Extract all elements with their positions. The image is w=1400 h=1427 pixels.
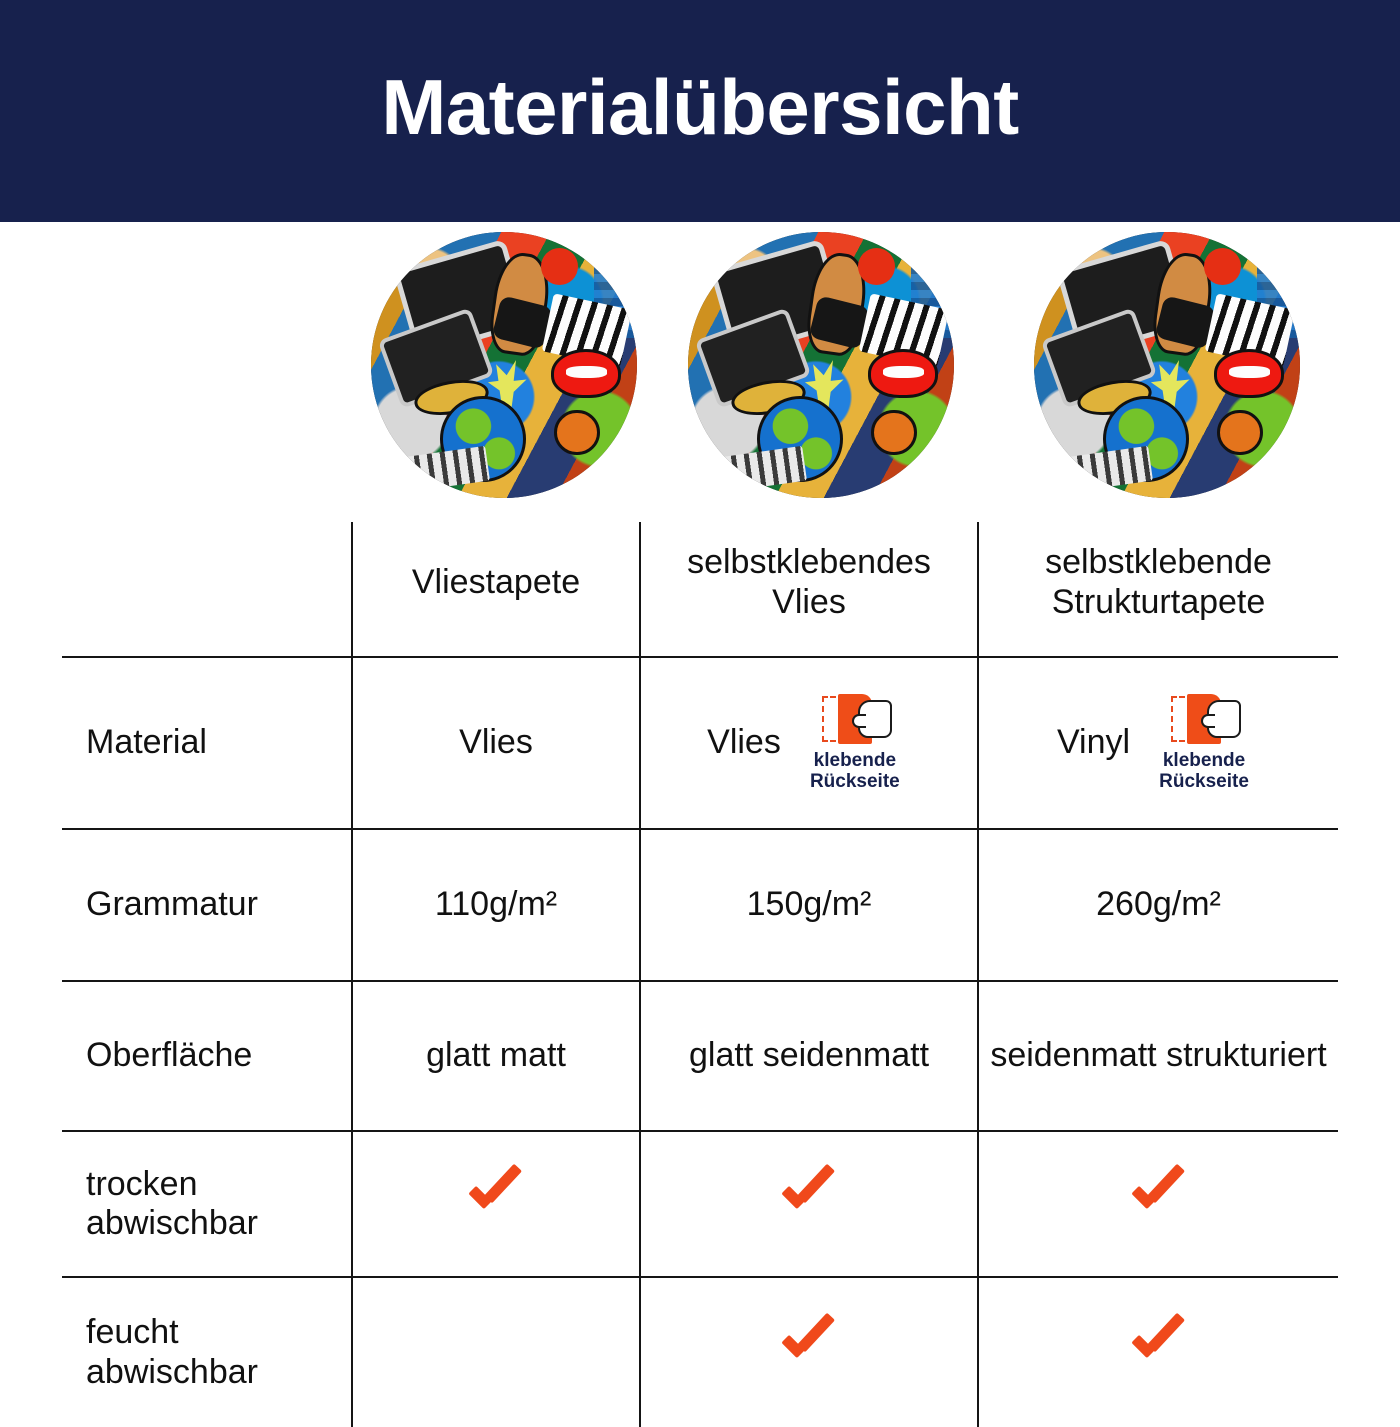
cell-material-value-b: Vlies xyxy=(707,723,781,762)
material-comparison-table-wrap xyxy=(0,522,1400,1427)
header-cell-empty xyxy=(62,522,352,657)
product-preview-strukturtapete xyxy=(1034,232,1300,498)
cell-material-selbstklebendes-vlies xyxy=(640,657,978,829)
page-title: Materialübersicht xyxy=(381,63,1019,151)
check-icon xyxy=(780,1176,838,1222)
table-row-oberflaeche xyxy=(62,981,1338,1131)
cell-trocken-strukturtapete xyxy=(978,1131,1338,1277)
header-cell-strukturtapete: selbstklebende Strukturtapete xyxy=(978,522,1338,657)
check-icon xyxy=(780,1325,838,1371)
artwork-graffiti-collage xyxy=(688,232,954,498)
header-cell-vliestapete: Vliestapete xyxy=(352,522,640,657)
table-header-row xyxy=(62,522,1338,657)
cell-oberflaeche-selbstklebendes-vlies: glatt seidenmatt xyxy=(640,981,978,1131)
check-icon xyxy=(467,1176,525,1222)
cell-grammatur-vliestapete: 110g/m² xyxy=(352,829,640,981)
adhesive-back-label: klebende Rückseite xyxy=(1159,749,1249,792)
product-preview-selbstklebendes-vlies xyxy=(688,232,954,498)
row-label-material: Material xyxy=(62,657,352,829)
row-label-trocken-abwischbar: trocken abwischbar xyxy=(62,1131,352,1277)
product-preview-row xyxy=(0,222,1400,522)
cell-trocken-vliestapete xyxy=(352,1131,640,1277)
adhesive-back-label: klebende Rückseite xyxy=(809,749,900,792)
cell-material-vliestapete: Vlies xyxy=(352,657,640,829)
adhesive-back-badge xyxy=(799,694,911,793)
cell-grammatur-strukturtapete: 260g/m² xyxy=(978,829,1338,981)
cell-material-strukturtapete xyxy=(978,657,1338,829)
row-label-feucht-abwischbar: feucht abwischbar xyxy=(62,1277,352,1427)
row-label-grammatur: Grammatur xyxy=(62,829,352,981)
cell-oberflaeche-strukturtapete: seidenmatt strukturiert xyxy=(978,981,1338,1131)
adhesive-back-icon xyxy=(1171,694,1237,746)
check-icon xyxy=(1130,1176,1188,1222)
cell-grammatur-selbstklebendes-vlies: 150g/m² xyxy=(640,829,978,981)
header-cell-selbstklebendes-vlies: selbstklebendes Vlies xyxy=(640,522,978,657)
cell-feucht-strukturtapete xyxy=(978,1277,1338,1427)
cell-trocken-selbstklebendes-vlies xyxy=(640,1131,978,1277)
check-icon xyxy=(1130,1325,1188,1371)
cell-material-value-c: Vinyl xyxy=(1056,723,1131,762)
artwork-graffiti-collage xyxy=(371,232,637,498)
adhesive-back-badge xyxy=(1148,694,1260,793)
table-row-feucht-abwischbar xyxy=(62,1277,1338,1427)
table-row-grammatur xyxy=(62,829,1338,981)
row-label-oberflaeche: Oberfläche xyxy=(62,981,352,1131)
cell-oberflaeche-vliestapete: glatt matt xyxy=(352,981,640,1131)
adhesive-back-icon xyxy=(822,694,888,746)
artwork-graffiti-collage xyxy=(1034,232,1300,498)
material-comparison-table xyxy=(62,522,1338,1427)
cell-feucht-vliestapete xyxy=(352,1277,640,1427)
table-row-material xyxy=(62,657,1338,829)
table-row-trocken-abwischbar xyxy=(62,1131,1338,1277)
product-preview-vliestapete xyxy=(371,232,637,498)
page-header xyxy=(0,0,1400,222)
cell-feucht-selbstklebendes-vlies xyxy=(640,1277,978,1427)
